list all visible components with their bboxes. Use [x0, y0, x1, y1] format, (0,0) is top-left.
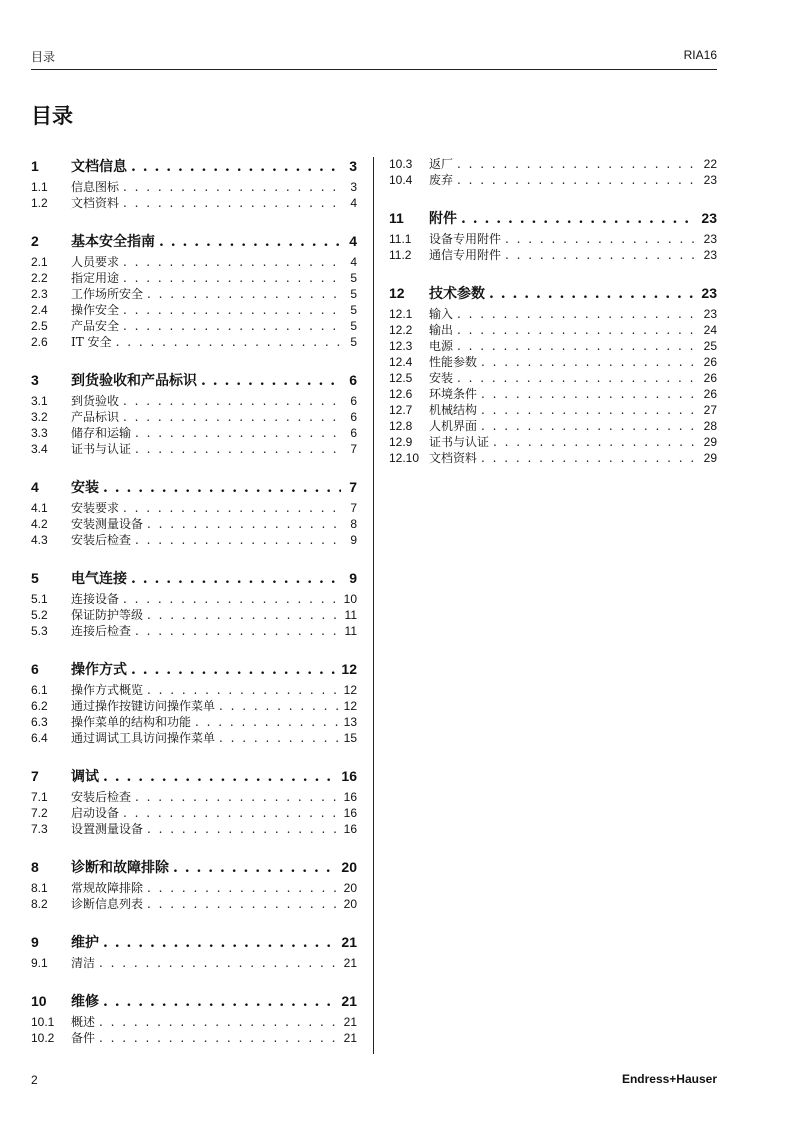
toc-page-number: 13: [343, 715, 357, 729]
dot-leader: [123, 592, 340, 606]
dot-leader: [147, 897, 340, 911]
toc-entry[interactable]: [31, 285, 357, 302]
dot-leader: [219, 731, 340, 745]
toc-page-number: 26: [703, 355, 717, 369]
toc-page-number: 21: [341, 934, 357, 950]
dot-leader: [195, 715, 340, 729]
toc-title: 通信专用附件: [429, 248, 502, 262]
dot-leader: [173, 860, 337, 876]
toc-entry[interactable]: [389, 321, 717, 338]
toc-number: 6.4: [31, 731, 48, 745]
toc-entry[interactable]: [31, 253, 357, 270]
toc-page-number: 23: [703, 173, 717, 187]
toc-page-number: 3: [350, 180, 357, 194]
toc-chapter[interactable]: [389, 283, 717, 303]
dot-leader: [481, 451, 700, 465]
toc-title: 性能参数: [429, 355, 478, 369]
toc-page-number: 12: [343, 699, 357, 713]
toc-page-number: 23: [701, 210, 717, 226]
dot-leader: [147, 517, 341, 531]
toc-title: 产品标识: [71, 410, 120, 424]
dot-leader: [457, 323, 700, 337]
toc-title: 通过调试工具访问操作菜单: [71, 731, 216, 745]
toc-number: 10.1: [31, 1015, 55, 1029]
dot-leader: [123, 196, 341, 210]
dot-leader: [123, 394, 341, 408]
toc-entry[interactable]: [31, 301, 357, 318]
toc-title: 人机界面: [429, 419, 478, 433]
toc-page-number: 20: [341, 859, 357, 875]
toc-number: 3.2: [31, 410, 48, 424]
toc-page-number: 9: [349, 570, 357, 586]
toc-page-number: 24: [703, 323, 717, 337]
toc-title: 操作方式概览: [71, 683, 144, 697]
toc-number: 2: [31, 233, 39, 249]
dot-leader: [103, 769, 337, 785]
toc-number: 10.2: [31, 1031, 55, 1045]
toc-title: 安装: [429, 371, 454, 385]
toc-page-number: 3: [349, 158, 357, 174]
toc-entry[interactable]: [31, 499, 357, 516]
dot-leader: [99, 956, 340, 970]
toc-number: 12.10: [389, 451, 420, 465]
toc-title: 证书与认证: [429, 435, 490, 449]
dot-leader: [123, 255, 341, 269]
toc-page-number: 12: [341, 661, 357, 677]
toc-title: 指定用途: [71, 271, 120, 285]
toc-title: 机械结构: [429, 403, 478, 417]
toc-entry[interactable]: [31, 392, 357, 409]
toc-number: 8: [31, 859, 39, 875]
toc-page-number: 5: [350, 287, 357, 301]
dot-leader: [481, 387, 700, 401]
dot-leader: [123, 319, 341, 333]
toc-title: 设置测量设备: [71, 822, 144, 836]
toc-title: 废弃: [429, 173, 454, 187]
dot-leader: [99, 1031, 340, 1045]
toc-entry[interactable]: [31, 408, 357, 425]
toc-title: 备件: [71, 1031, 96, 1045]
toc-page-number: 26: [703, 371, 717, 385]
column-divider: [373, 157, 374, 1054]
toc-number: 6.1: [31, 683, 48, 697]
dot-leader: [99, 1015, 340, 1029]
toc-title: 到货验收和产品标识: [71, 373, 197, 389]
toc-page-number: 6: [350, 410, 357, 424]
toc-chapter[interactable]: [31, 231, 357, 251]
dot-leader: [123, 501, 341, 515]
toc-page-number: 23: [703, 248, 717, 262]
toc-number: 2.4: [31, 303, 48, 317]
toc-number: 3: [31, 372, 39, 388]
dot-leader: [147, 683, 340, 697]
dot-leader: [481, 355, 700, 369]
toc-entry[interactable]: [31, 804, 357, 821]
toc-page-number: 21: [343, 956, 357, 970]
toc-title: 技术参数: [429, 286, 485, 302]
dot-leader: [135, 533, 341, 547]
toc-page-number: 7: [350, 501, 357, 515]
toc-page-number: 11: [344, 624, 357, 638]
toc-page-number: 15: [343, 731, 357, 745]
toc-title: 常规故障排除: [71, 881, 144, 895]
toc-number: 10.4: [389, 173, 413, 187]
toc-number: 1.2: [31, 196, 48, 210]
toc-entry[interactable]: [389, 417, 717, 434]
dot-leader: [147, 287, 341, 301]
toc-number: 4.1: [31, 501, 48, 515]
toc-number: 2.1: [31, 255, 48, 269]
toc-entry[interactable]: [389, 305, 717, 322]
dot-leader: [505, 232, 700, 246]
toc-number: 4.2: [31, 517, 48, 531]
running-header-product: RIA16: [683, 48, 717, 62]
toc-entry[interactable]: [389, 230, 717, 247]
toc-entry[interactable]: [389, 353, 717, 370]
toc-number: 12.9: [389, 435, 413, 449]
toc-chapter[interactable]: [31, 766, 357, 786]
dot-leader: [131, 159, 341, 175]
dot-leader: [131, 571, 341, 587]
toc-page-number: 5: [350, 303, 357, 317]
toc-number: 2.5: [31, 319, 48, 333]
dot-leader: [481, 403, 700, 417]
toc-page-number: 21: [343, 1031, 357, 1045]
dot-leader: [131, 662, 337, 678]
toc-title: 维护: [71, 935, 99, 951]
toc-title: 证书与认证: [71, 442, 132, 456]
toc-title: 附件: [429, 211, 457, 227]
toc-page-number: 5: [350, 271, 357, 285]
toc-title: 基本安全指南: [71, 234, 155, 250]
toc-entry[interactable]: [389, 155, 717, 172]
toc-entry[interactable]: [31, 1029, 357, 1046]
toc-entry[interactable]: [31, 729, 357, 746]
toc-page-number: 23: [701, 285, 717, 301]
dot-leader: [505, 248, 700, 262]
toc-page-number: 6: [349, 372, 357, 388]
toc-title: 调试: [71, 769, 99, 785]
toc-page-number: 23: [703, 307, 717, 321]
toc-title: IT 安全: [71, 335, 112, 349]
toc-entry[interactable]: [31, 194, 357, 211]
toc-chapter[interactable]: [31, 568, 357, 588]
toc-title: 安装后检查: [71, 790, 132, 804]
toc-page-number: 4: [349, 233, 357, 249]
toc-number: 7.2: [31, 806, 48, 820]
toc-number: 5: [31, 570, 39, 586]
toc-page-number: 7: [349, 479, 357, 495]
dot-leader: [123, 271, 341, 285]
brand-logo-text: Endress+Hauser: [621, 1072, 717, 1086]
toc-number: 3.4: [31, 442, 48, 456]
toc-number: 7.1: [31, 790, 48, 804]
toc-entry[interactable]: [389, 449, 717, 466]
toc-number: 7.3: [31, 822, 48, 836]
toc-page-number: 21: [341, 993, 357, 1009]
toc-page-number: 29: [703, 435, 717, 449]
toc-number: 12: [389, 285, 405, 301]
toc-number: 8.2: [31, 897, 48, 911]
toc-page-number: 6: [350, 394, 357, 408]
toc-page-number: 16: [343, 822, 357, 836]
toc-entry[interactable]: [389, 385, 717, 402]
toc-title: 连接后检查: [71, 624, 132, 638]
toc-page-number: 4: [350, 255, 357, 269]
toc-entry[interactable]: [31, 622, 357, 639]
toc-chapter[interactable]: [31, 370, 357, 390]
toc-entry[interactable]: [31, 531, 357, 548]
dot-leader: [116, 335, 341, 349]
toc-title: 输出: [429, 323, 454, 337]
toc-page-number: 5: [350, 319, 357, 333]
toc-title: 启动设备: [71, 806, 120, 820]
toc-entry[interactable]: [31, 515, 357, 532]
toc-entry[interactable]: [31, 1013, 357, 1030]
toc-number: 2.6: [31, 335, 48, 349]
toc-number: 10: [31, 993, 47, 1009]
toc-entry[interactable]: [389, 171, 717, 188]
toc-entry[interactable]: [31, 317, 357, 334]
toc-entry[interactable]: [31, 269, 357, 286]
toc-page-number: 16: [343, 806, 357, 820]
dot-leader: [481, 419, 700, 433]
toc-number: 12.1: [389, 307, 413, 321]
toc-number: 1.1: [31, 180, 48, 194]
toc-number: 12.2: [389, 323, 413, 337]
toc-title: 工作场所安全: [71, 287, 144, 301]
toc-chapter[interactable]: [31, 857, 357, 877]
toc-entry[interactable]: [389, 337, 717, 354]
toc-entry[interactable]: [31, 895, 357, 912]
toc-title: 输入: [429, 307, 454, 321]
dot-leader: [457, 157, 700, 171]
toc-number: 11.2: [389, 248, 412, 262]
dot-leader: [123, 180, 341, 194]
dot-leader: [147, 881, 340, 895]
toc-entry[interactable]: [31, 333, 357, 350]
toc-title: 安装: [71, 480, 99, 496]
toc-page-number: 16: [343, 790, 357, 804]
toc-title: 操作安全: [71, 303, 120, 317]
toc-number: 9: [31, 934, 39, 950]
toc-page-number: 21: [343, 1015, 357, 1029]
toc-number: 6.2: [31, 699, 48, 713]
running-header-section: 目录: [31, 50, 56, 64]
toc-page-number: 16: [341, 768, 357, 784]
toc-entry[interactable]: [31, 820, 357, 837]
dot-leader: [123, 410, 341, 424]
dot-leader: [457, 173, 700, 187]
toc-title: 文档信息: [71, 159, 127, 175]
toc-page-number: 28: [703, 419, 717, 433]
toc-title: 环境条件: [429, 387, 478, 401]
toc-page-number: 27: [703, 403, 717, 417]
toc-page-number: 12: [343, 683, 357, 697]
header-divider: [31, 69, 717, 70]
dot-leader: [201, 373, 341, 389]
toc-page-number: 7: [350, 442, 357, 456]
toc-number: 2.3: [31, 287, 48, 301]
toc-entry[interactable]: [31, 590, 357, 607]
toc-number: 12.7: [389, 403, 413, 417]
toc-number: 5.3: [31, 624, 48, 638]
toc-entry[interactable]: [31, 879, 357, 896]
toc-entry[interactable]: [31, 178, 357, 195]
dot-leader: [103, 935, 337, 951]
toc-chapter[interactable]: [31, 156, 357, 176]
page-number: 2: [31, 1073, 38, 1087]
toc-page-number: 8: [350, 517, 357, 531]
toc-title: 诊断信息列表: [71, 897, 144, 911]
toc-title: 设备专用附件: [429, 232, 502, 246]
dot-leader: [461, 211, 697, 227]
dot-leader: [135, 442, 341, 456]
dot-leader: [457, 307, 700, 321]
toc-number: 1: [31, 158, 39, 174]
toc-number: 12.4: [389, 355, 413, 369]
toc-page-number: 26: [703, 387, 717, 401]
toc-title: 电气连接: [71, 571, 127, 587]
toc-number: 12.6: [389, 387, 413, 401]
toc-title: 连接设备: [71, 592, 120, 606]
toc-entry[interactable]: [31, 954, 357, 971]
toc-number: 10.3: [389, 157, 413, 171]
dot-leader: [103, 994, 337, 1010]
toc-title: 安装后检查: [71, 533, 132, 547]
toc-number: 4: [31, 479, 39, 495]
toc-entry[interactable]: [31, 713, 357, 730]
toc-number: 8.1: [31, 881, 48, 895]
toc-page-number: 6: [350, 426, 357, 440]
toc-page-number: 25: [703, 339, 717, 353]
toc-title: 储存和运输: [71, 426, 132, 440]
toc-title: 清洁: [71, 956, 96, 970]
toc-entry[interactable]: [31, 681, 357, 698]
toc-number: 12.3: [389, 339, 413, 353]
dot-leader: [135, 624, 341, 638]
toc-entry[interactable]: [389, 246, 717, 263]
toc-title: 信息图标: [71, 180, 120, 194]
toc-title: 人员要求: [71, 255, 120, 269]
toc-page-number: 11: [344, 608, 357, 622]
dot-leader: [147, 608, 341, 622]
toc-title: 电源: [429, 339, 454, 353]
toc-page-number: 20: [343, 881, 357, 895]
toc-number: 6.3: [31, 715, 48, 729]
toc-entry[interactable]: [31, 788, 357, 805]
toc-title: 通过操作按键访问操作菜单: [71, 699, 216, 713]
toc-page-number: 29: [703, 451, 717, 465]
toc-number: 12.8: [389, 419, 413, 433]
toc-page-number: 9: [350, 533, 357, 547]
dot-leader: [219, 699, 340, 713]
toc-title: 诊断和故障排除: [71, 860, 169, 876]
toc-page-number: 23: [703, 232, 717, 246]
toc-entry[interactable]: [31, 697, 357, 714]
toc-entry[interactable]: [389, 433, 717, 450]
toc-page-number: 4: [350, 196, 357, 210]
toc-chapter[interactable]: [31, 659, 357, 679]
toc-number: 9.1: [31, 956, 48, 970]
dot-leader: [135, 426, 341, 440]
dot-leader: [457, 339, 700, 353]
dot-leader: [489, 286, 697, 302]
toc-number: 6: [31, 661, 39, 677]
toc-number: 3.1: [31, 394, 48, 408]
toc-title: 概述: [71, 1015, 96, 1029]
toc-number: 7: [31, 768, 39, 784]
toc-title: 文档资料: [71, 196, 120, 210]
toc-page-number: 5: [350, 335, 357, 349]
toc-chapter[interactable]: [31, 932, 357, 952]
toc-title: 操作方式: [71, 662, 127, 678]
toc-title: 安装要求: [71, 501, 120, 515]
toc-title: 操作菜单的结构和功能: [71, 715, 192, 729]
toc-title: 安装测量设备: [71, 517, 144, 531]
toc-chapter[interactable]: [31, 477, 357, 497]
toc-title: 维修: [71, 994, 99, 1010]
toc-chapter[interactable]: [389, 208, 717, 228]
toc-title: 产品安全: [71, 319, 120, 333]
toc-number: 2.2: [31, 271, 48, 285]
toc-entry[interactable]: [31, 424, 357, 441]
toc-number: 11.1: [389, 232, 412, 246]
dot-leader: [159, 234, 341, 250]
toc-title: 文档资料: [429, 451, 478, 465]
toc-title: 保证防护等级: [71, 608, 144, 622]
toc-number: 3.3: [31, 426, 48, 440]
dot-leader: [493, 435, 700, 449]
toc-entry[interactable]: [31, 440, 357, 457]
dot-leader: [103, 480, 341, 496]
toc-number: 5.1: [31, 592, 48, 606]
page-title: 目录: [31, 103, 73, 128]
dot-leader: [135, 790, 340, 804]
toc-number: 12.5: [389, 371, 413, 385]
toc-title: 返厂: [429, 157, 454, 171]
toc-page-number: 20: [343, 897, 357, 911]
toc-page-number: 22: [703, 157, 717, 171]
toc-chapter[interactable]: [31, 991, 357, 1011]
toc-number: 4.3: [31, 533, 48, 547]
toc-entry[interactable]: [31, 606, 357, 623]
dot-leader: [123, 303, 341, 317]
toc-page-number: 10: [343, 592, 357, 606]
dot-leader: [457, 371, 700, 385]
toc-number: 11: [389, 210, 404, 226]
toc-number: 5.2: [31, 608, 48, 622]
toc-entry[interactable]: [389, 369, 717, 386]
dot-leader: [123, 806, 340, 820]
dot-leader: [147, 822, 340, 836]
toc-title: 到货验收: [71, 394, 120, 408]
toc-entry[interactable]: [389, 401, 717, 418]
